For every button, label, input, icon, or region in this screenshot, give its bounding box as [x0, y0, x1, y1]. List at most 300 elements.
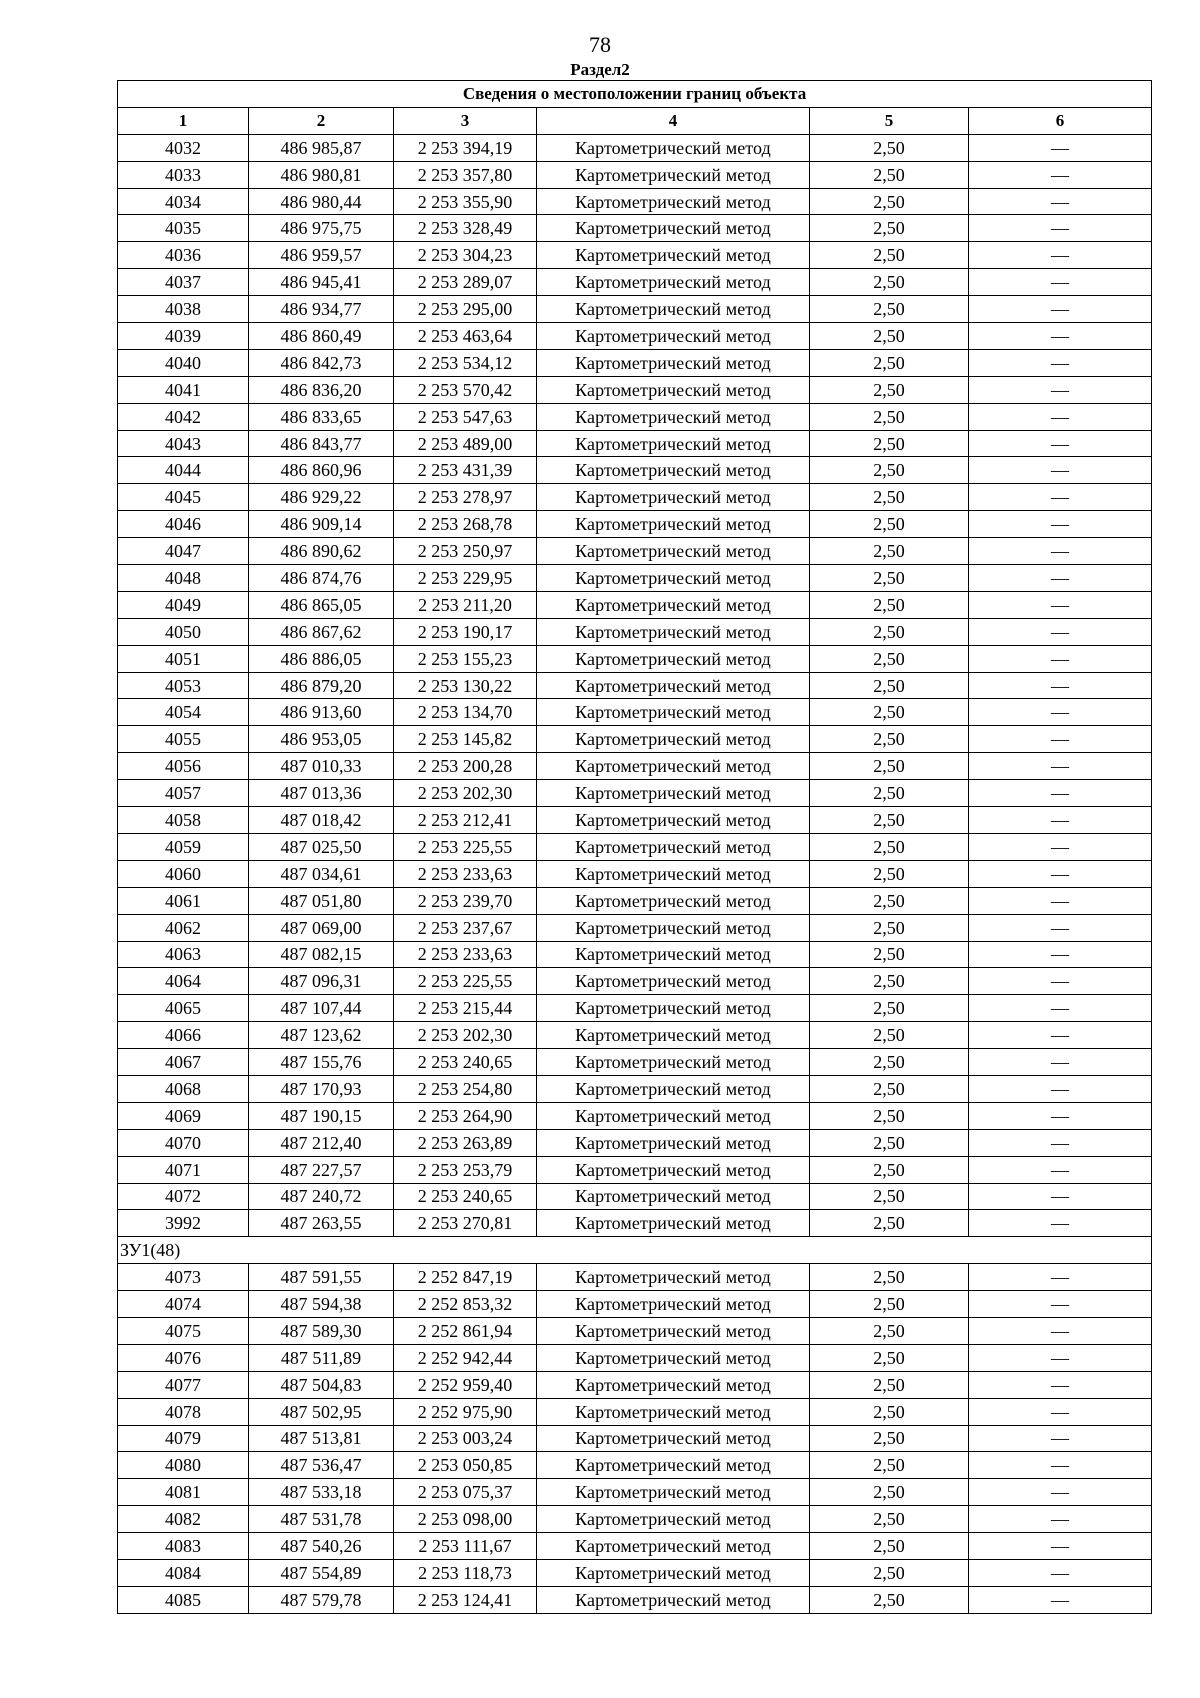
- y-coordinate-cell: 2 253 200,28: [394, 753, 537, 780]
- point-number-cell: 4070: [118, 1129, 249, 1156]
- table-row: [118, 538, 1152, 565]
- method-cell: Картометрический метод: [537, 457, 810, 484]
- point-number-cell: 4084: [118, 1559, 249, 1586]
- table-row: [118, 1210, 1152, 1237]
- method-cell: Картометрический метод: [537, 645, 810, 672]
- table-row: [118, 1533, 1152, 1560]
- table-row: [118, 1022, 1152, 1049]
- x-coordinate-cell: 486 975,75: [249, 215, 394, 242]
- description-cell: —: [969, 538, 1152, 565]
- table-row: [118, 780, 1152, 807]
- description-cell: —: [969, 1479, 1152, 1506]
- description-cell: —: [969, 1371, 1152, 1398]
- point-number-cell: 4072: [118, 1183, 249, 1210]
- y-coordinate-cell: 2 253 240,65: [394, 1183, 537, 1210]
- method-cell: Картометрический метод: [537, 1102, 810, 1129]
- accuracy-cell: 2,50: [810, 511, 969, 538]
- x-coordinate-cell: 487 531,78: [249, 1506, 394, 1533]
- point-number-cell: 4044: [118, 457, 249, 484]
- description-cell: —: [969, 323, 1152, 350]
- method-cell: Картометрический метод: [537, 242, 810, 269]
- y-coordinate-cell: 2 253 225,55: [394, 968, 537, 995]
- y-coordinate-cell: 2 253 263,89: [394, 1129, 537, 1156]
- description-cell: —: [969, 1264, 1152, 1291]
- column-header: 1: [118, 107, 249, 134]
- method-cell: Картометрический метод: [537, 941, 810, 968]
- method-cell: Картометрический метод: [537, 1075, 810, 1102]
- x-coordinate-cell: 487 540,26: [249, 1533, 394, 1560]
- table-row: [118, 887, 1152, 914]
- table-row: [118, 1344, 1152, 1371]
- y-coordinate-cell: 2 253 215,44: [394, 995, 537, 1022]
- accuracy-cell: 2,50: [810, 323, 969, 350]
- y-coordinate-cell: 2 253 240,65: [394, 1049, 537, 1076]
- table-row: [118, 1479, 1152, 1506]
- accuracy-cell: 2,50: [810, 1022, 969, 1049]
- x-coordinate-cell: 487 511,89: [249, 1344, 394, 1371]
- description-cell: —: [969, 269, 1152, 296]
- y-coordinate-cell: 2 253 190,17: [394, 618, 537, 645]
- accuracy-cell: 2,50: [810, 242, 969, 269]
- point-number-cell: 4078: [118, 1398, 249, 1425]
- y-coordinate-cell: 2 253 534,12: [394, 349, 537, 376]
- accuracy-cell: 2,50: [810, 1075, 969, 1102]
- accuracy-cell: 2,50: [810, 296, 969, 323]
- point-number-cell: 4060: [118, 860, 249, 887]
- table-row: [118, 296, 1152, 323]
- table-row: [118, 1156, 1152, 1183]
- table-row: [118, 618, 1152, 645]
- x-coordinate-cell: 487 025,50: [249, 833, 394, 860]
- x-coordinate-cell: 486 833,65: [249, 403, 394, 430]
- table-row: [118, 1452, 1152, 1479]
- y-coordinate-cell: 2 252 853,32: [394, 1291, 537, 1318]
- y-coordinate-cell: 2 253 268,78: [394, 511, 537, 538]
- x-coordinate-cell: 486 842,73: [249, 349, 394, 376]
- accuracy-cell: 2,50: [810, 1183, 969, 1210]
- y-coordinate-cell: 2 253 239,70: [394, 887, 537, 914]
- method-cell: Картометрический метод: [537, 995, 810, 1022]
- point-number-cell: 4057: [118, 780, 249, 807]
- description-cell: —: [969, 1102, 1152, 1129]
- y-coordinate-cell: 2 253 304,23: [394, 242, 537, 269]
- table-row: [118, 807, 1152, 834]
- description-cell: —: [969, 1022, 1152, 1049]
- y-coordinate-cell: 2 253 394,19: [394, 134, 537, 161]
- x-coordinate-cell: 486 874,76: [249, 565, 394, 592]
- method-cell: Картометрический метод: [537, 1371, 810, 1398]
- table-row: [118, 242, 1152, 269]
- point-number-cell: 4079: [118, 1425, 249, 1452]
- x-coordinate-cell: 487 034,61: [249, 860, 394, 887]
- x-coordinate-cell: 487 051,80: [249, 887, 394, 914]
- table-row: [118, 565, 1152, 592]
- point-number-cell: 4042: [118, 403, 249, 430]
- x-coordinate-cell: 487 212,40: [249, 1129, 394, 1156]
- accuracy-cell: 2,50: [810, 349, 969, 376]
- point-number-cell: 4065: [118, 995, 249, 1022]
- method-cell: Картометрический метод: [537, 1506, 810, 1533]
- point-number-cell: 4075: [118, 1317, 249, 1344]
- x-coordinate-cell: 486 860,49: [249, 323, 394, 350]
- accuracy-cell: 2,50: [810, 376, 969, 403]
- x-coordinate-cell: 487 013,36: [249, 780, 394, 807]
- description-cell: —: [969, 1344, 1152, 1371]
- x-coordinate-cell: 487 536,47: [249, 1452, 394, 1479]
- description-cell: —: [969, 457, 1152, 484]
- y-coordinate-cell: 2 253 289,07: [394, 269, 537, 296]
- x-coordinate-cell: 487 018,42: [249, 807, 394, 834]
- description-cell: —: [969, 1075, 1152, 1102]
- x-coordinate-cell: 487 123,62: [249, 1022, 394, 1049]
- table-row: [118, 1586, 1152, 1613]
- section-title: Раздел2: [570, 60, 630, 79]
- method-cell: Картометрический метод: [537, 1049, 810, 1076]
- point-number-cell: 4067: [118, 1049, 249, 1076]
- point-number-cell: 4056: [118, 753, 249, 780]
- table-row: [118, 1506, 1152, 1533]
- x-coordinate-cell: 487 594,38: [249, 1291, 394, 1318]
- table-row: [118, 1264, 1152, 1291]
- table-row: [118, 323, 1152, 350]
- table-row: [118, 860, 1152, 887]
- accuracy-cell: 2,50: [810, 941, 969, 968]
- description-cell: —: [969, 1291, 1152, 1318]
- description-cell: —: [969, 1317, 1152, 1344]
- point-number-cell: 4050: [118, 618, 249, 645]
- y-coordinate-cell: 2 253 050,85: [394, 1452, 537, 1479]
- y-coordinate-cell: 2 253 270,81: [394, 1210, 537, 1237]
- method-cell: Картометрический метод: [537, 269, 810, 296]
- point-number-cell: 4049: [118, 591, 249, 618]
- method-cell: Картометрический метод: [537, 1317, 810, 1344]
- y-coordinate-cell: 2 252 942,44: [394, 1344, 537, 1371]
- column-header: 3: [394, 107, 537, 134]
- description-cell: —: [969, 296, 1152, 323]
- x-coordinate-cell: 486 980,81: [249, 161, 394, 188]
- y-coordinate-cell: 2 252 975,90: [394, 1398, 537, 1425]
- accuracy-cell: 2,50: [810, 753, 969, 780]
- point-number-cell: 4062: [118, 914, 249, 941]
- description-cell: —: [969, 645, 1152, 672]
- accuracy-cell: 2,50: [810, 1398, 969, 1425]
- x-coordinate-cell: 487 533,18: [249, 1479, 394, 1506]
- description-cell: —: [969, 1210, 1152, 1237]
- x-coordinate-cell: 486 843,77: [249, 430, 394, 457]
- point-number-cell: 4076: [118, 1344, 249, 1371]
- accuracy-cell: 2,50: [810, 699, 969, 726]
- y-coordinate-cell: 2 253 124,41: [394, 1586, 537, 1613]
- point-number-cell: 4048: [118, 565, 249, 592]
- x-coordinate-cell: 487 010,33: [249, 753, 394, 780]
- method-cell: Картометрический метод: [537, 672, 810, 699]
- description-cell: —: [969, 1452, 1152, 1479]
- description-cell: —: [969, 1398, 1152, 1425]
- point-number-cell: 4085: [118, 1586, 249, 1613]
- y-coordinate-cell: 2 253 233,63: [394, 860, 537, 887]
- y-coordinate-cell: 2 253 463,64: [394, 323, 537, 350]
- method-cell: Картометрический метод: [537, 1129, 810, 1156]
- accuracy-cell: 2,50: [810, 887, 969, 914]
- method-cell: Картометрический метод: [537, 1586, 810, 1613]
- description-cell: —: [969, 134, 1152, 161]
- x-coordinate-cell: 486 860,96: [249, 457, 394, 484]
- point-number-cell: 4038: [118, 296, 249, 323]
- accuracy-cell: 2,50: [810, 1264, 969, 1291]
- description-cell: —: [969, 1586, 1152, 1613]
- y-coordinate-cell: 2 253 202,30: [394, 1022, 537, 1049]
- accuracy-cell: 2,50: [810, 807, 969, 834]
- point-number-cell: 4059: [118, 833, 249, 860]
- accuracy-cell: 2,50: [810, 161, 969, 188]
- table-row: [118, 269, 1152, 296]
- accuracy-cell: 2,50: [810, 538, 969, 565]
- accuracy-cell: 2,50: [810, 403, 969, 430]
- y-coordinate-cell: 2 253 250,97: [394, 538, 537, 565]
- method-cell: Картометрический метод: [537, 1156, 810, 1183]
- x-coordinate-cell: 487 069,00: [249, 914, 394, 941]
- x-coordinate-cell: 486 909,14: [249, 511, 394, 538]
- point-number-cell: 4058: [118, 807, 249, 834]
- table-row: [118, 1425, 1152, 1452]
- accuracy-cell: 2,50: [810, 188, 969, 215]
- method-cell: Картометрический метод: [537, 753, 810, 780]
- method-cell: Картометрический метод: [537, 430, 810, 457]
- accuracy-cell: 2,50: [810, 1156, 969, 1183]
- description-cell: —: [969, 376, 1152, 403]
- table-row: [118, 914, 1152, 941]
- boundary-coordinates-table: [117, 80, 1152, 1614]
- point-number-cell: 4080: [118, 1452, 249, 1479]
- description-cell: —: [969, 1506, 1152, 1533]
- accuracy-cell: 2,50: [810, 1533, 969, 1560]
- accuracy-cell: 2,50: [810, 618, 969, 645]
- method-cell: Картометрический метод: [537, 1264, 810, 1291]
- y-coordinate-cell: 2 253 253,79: [394, 1156, 537, 1183]
- y-coordinate-cell: 2 252 959,40: [394, 1371, 537, 1398]
- accuracy-cell: 2,50: [810, 995, 969, 1022]
- y-coordinate-cell: 2 253 357,80: [394, 161, 537, 188]
- y-coordinate-cell: 2 253 233,63: [394, 941, 537, 968]
- x-coordinate-cell: 487 554,89: [249, 1559, 394, 1586]
- description-cell: —: [969, 672, 1152, 699]
- point-number-cell: 4077: [118, 1371, 249, 1398]
- accuracy-cell: 2,50: [810, 430, 969, 457]
- accuracy-cell: 2,50: [810, 215, 969, 242]
- x-coordinate-cell: 486 945,41: [249, 269, 394, 296]
- y-coordinate-cell: 2 253 130,22: [394, 672, 537, 699]
- column-header: 6: [969, 107, 1152, 134]
- y-coordinate-cell: 2 253 295,00: [394, 296, 537, 323]
- method-cell: Картометрический метод: [537, 188, 810, 215]
- x-coordinate-cell: 487 155,76: [249, 1049, 394, 1076]
- point-number-cell: 4037: [118, 269, 249, 296]
- table-row: [118, 215, 1152, 242]
- y-coordinate-cell: 2 253 355,90: [394, 188, 537, 215]
- y-coordinate-cell: 2 253 570,42: [394, 376, 537, 403]
- y-coordinate-cell: 2 252 847,19: [394, 1264, 537, 1291]
- point-number-cell: 4041: [118, 376, 249, 403]
- accuracy-cell: 2,50: [810, 1371, 969, 1398]
- x-coordinate-cell: 487 190,15: [249, 1102, 394, 1129]
- point-number-cell: 4036: [118, 242, 249, 269]
- column-number-row: [118, 107, 1152, 134]
- point-number-cell: 4051: [118, 645, 249, 672]
- point-number-cell: 4074: [118, 1291, 249, 1318]
- method-cell: Картометрический метод: [537, 618, 810, 645]
- description-cell: —: [969, 565, 1152, 592]
- accuracy-cell: 2,50: [810, 591, 969, 618]
- description-cell: —: [969, 1183, 1152, 1210]
- description-cell: —: [969, 833, 1152, 860]
- method-cell: Картометрический метод: [537, 296, 810, 323]
- y-coordinate-cell: 2 253 202,30: [394, 780, 537, 807]
- method-cell: Картометрический метод: [537, 1344, 810, 1371]
- method-cell: Картометрический метод: [537, 376, 810, 403]
- method-cell: Картометрический метод: [537, 1398, 810, 1425]
- point-number-cell: 4039: [118, 323, 249, 350]
- point-number-cell: 4081: [118, 1479, 249, 1506]
- x-coordinate-cell: 486 836,20: [249, 376, 394, 403]
- y-coordinate-cell: 2 253 118,73: [394, 1559, 537, 1586]
- table-row: [118, 1102, 1152, 1129]
- point-number-cell: 4054: [118, 699, 249, 726]
- description-cell: —: [969, 618, 1152, 645]
- x-coordinate-cell: 486 886,05: [249, 645, 394, 672]
- table-title: Сведения о местоположении границ объекта: [118, 81, 1152, 108]
- table-row: [118, 833, 1152, 860]
- description-cell: —: [969, 215, 1152, 242]
- x-coordinate-cell: 487 082,15: [249, 941, 394, 968]
- description-cell: —: [969, 188, 1152, 215]
- x-coordinate-cell: 486 959,57: [249, 242, 394, 269]
- table-row: [118, 726, 1152, 753]
- x-coordinate-cell: 486 913,60: [249, 699, 394, 726]
- y-coordinate-cell: 2 253 264,90: [394, 1102, 537, 1129]
- description-cell: —: [969, 807, 1152, 834]
- table-row: [118, 1559, 1152, 1586]
- description-cell: —: [969, 780, 1152, 807]
- method-cell: Картометрический метод: [537, 538, 810, 565]
- method-cell: Картометрический метод: [537, 726, 810, 753]
- table-row: [118, 672, 1152, 699]
- accuracy-cell: 2,50: [810, 914, 969, 941]
- method-cell: Картометрический метод: [537, 914, 810, 941]
- x-coordinate-cell: 486 953,05: [249, 726, 394, 753]
- table-row: [118, 376, 1152, 403]
- accuracy-cell: 2,50: [810, 1586, 969, 1613]
- accuracy-cell: 2,50: [810, 1506, 969, 1533]
- method-cell: Картометрический метод: [537, 833, 810, 860]
- x-coordinate-cell: 487 591,55: [249, 1264, 394, 1291]
- method-cell: Картометрический метод: [537, 591, 810, 618]
- description-cell: —: [969, 1559, 1152, 1586]
- method-cell: Картометрический метод: [537, 1291, 810, 1318]
- point-number-cell: 4034: [118, 188, 249, 215]
- table-title-row: [118, 81, 1152, 108]
- point-number-cell: 4066: [118, 1022, 249, 1049]
- description-cell: —: [969, 1156, 1152, 1183]
- point-number-cell: 3992: [118, 1210, 249, 1237]
- point-number-cell: 4046: [118, 511, 249, 538]
- description-cell: —: [969, 349, 1152, 376]
- method-cell: Картометрический метод: [537, 1559, 810, 1586]
- table-row: [118, 403, 1152, 430]
- table-row: [118, 995, 1152, 1022]
- accuracy-cell: 2,50: [810, 457, 969, 484]
- description-cell: —: [969, 726, 1152, 753]
- point-number-cell: 4082: [118, 1506, 249, 1533]
- page-number: 78: [589, 32, 611, 57]
- table-row: [118, 430, 1152, 457]
- point-number-cell: 4073: [118, 1264, 249, 1291]
- y-coordinate-cell: 2 253 229,95: [394, 565, 537, 592]
- x-coordinate-cell: 486 879,20: [249, 672, 394, 699]
- method-cell: Картометрический метод: [537, 511, 810, 538]
- accuracy-cell: 2,50: [810, 1129, 969, 1156]
- description-cell: —: [969, 941, 1152, 968]
- description-cell: —: [969, 1049, 1152, 1076]
- method-cell: Картометрический метод: [537, 1533, 810, 1560]
- column-header: 5: [810, 107, 969, 134]
- y-coordinate-cell: 2 253 212,41: [394, 807, 537, 834]
- y-coordinate-cell: 2 253 098,00: [394, 1506, 537, 1533]
- point-number-cell: 4045: [118, 484, 249, 511]
- table-row: [118, 1075, 1152, 1102]
- method-cell: Картометрический метод: [537, 484, 810, 511]
- column-header: 4: [537, 107, 810, 134]
- description-cell: —: [969, 511, 1152, 538]
- description-cell: —: [969, 1533, 1152, 1560]
- description-cell: —: [969, 968, 1152, 995]
- x-coordinate-cell: 487 579,78: [249, 1586, 394, 1613]
- method-cell: Картометрический метод: [537, 807, 810, 834]
- accuracy-cell: 2,50: [810, 860, 969, 887]
- description-cell: —: [969, 242, 1152, 269]
- accuracy-cell: 2,50: [810, 1102, 969, 1129]
- x-coordinate-cell: 487 227,57: [249, 1156, 394, 1183]
- y-coordinate-cell: 2 253 075,37: [394, 1479, 537, 1506]
- point-number-cell: 4063: [118, 941, 249, 968]
- table-row: [118, 1291, 1152, 1318]
- point-number-cell: 4040: [118, 349, 249, 376]
- table-row: [118, 1398, 1152, 1425]
- table-row: [118, 349, 1152, 376]
- y-coordinate-cell: 2 253 489,00: [394, 430, 537, 457]
- y-coordinate-cell: 2 253 211,20: [394, 591, 537, 618]
- table-body: [118, 134, 1152, 1613]
- method-cell: Картометрический метод: [537, 1022, 810, 1049]
- table-row: [118, 188, 1152, 215]
- method-cell: Картометрический метод: [537, 215, 810, 242]
- accuracy-cell: 2,50: [810, 1344, 969, 1371]
- method-cell: Картометрический метод: [537, 565, 810, 592]
- y-coordinate-cell: 2 253 237,67: [394, 914, 537, 941]
- description-cell: —: [969, 753, 1152, 780]
- point-number-cell: 4055: [118, 726, 249, 753]
- x-coordinate-cell: 487 107,44: [249, 995, 394, 1022]
- accuracy-cell: 2,50: [810, 780, 969, 807]
- x-coordinate-cell: 487 502,95: [249, 1398, 394, 1425]
- method-cell: Картометрический метод: [537, 161, 810, 188]
- table-row: [118, 1129, 1152, 1156]
- accuracy-cell: 2,50: [810, 565, 969, 592]
- y-coordinate-cell: 2 253 003,24: [394, 1425, 537, 1452]
- method-cell: Картометрический метод: [537, 134, 810, 161]
- description-cell: —: [969, 430, 1152, 457]
- description-cell: —: [969, 161, 1152, 188]
- point-number-cell: 4035: [118, 215, 249, 242]
